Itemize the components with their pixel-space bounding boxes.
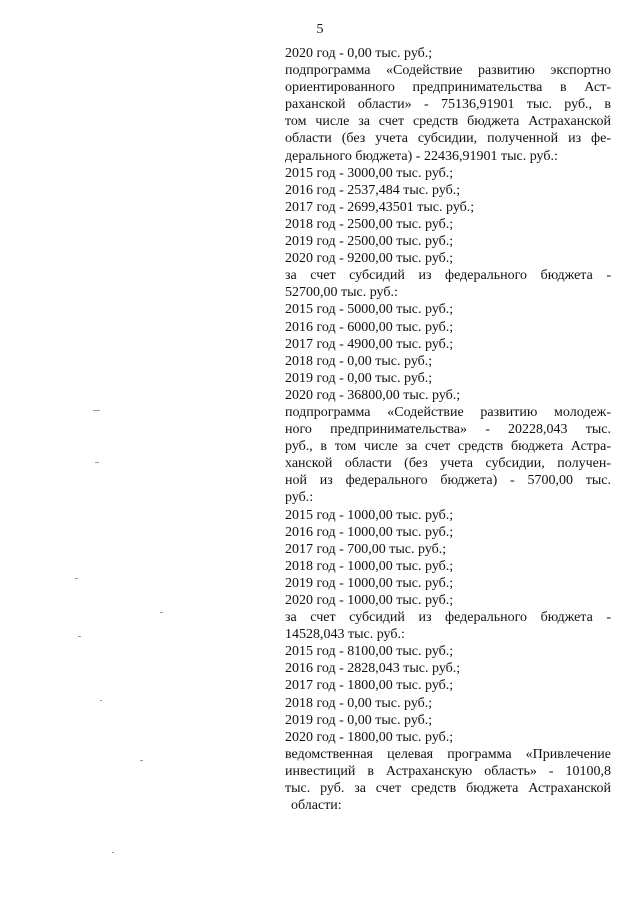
text-line: 2015 год - 8100,00 тыс. руб.; <box>285 644 454 660</box>
text-line: 2017 год - 4900,00 тыс. руб.; <box>285 336 454 352</box>
text-line: 2020 год - 9200,00 тыс. руб.; <box>285 251 454 267</box>
scan-speck <box>140 760 143 761</box>
text-line: 2017 год - 1800,00 тыс. руб.; <box>285 678 454 694</box>
text-line: за счет субсидий из федерального бюджета - <box>285 268 611 284</box>
scan-speck <box>93 410 100 411</box>
text-line: 2016 год - 6000,00 тыс. руб.; <box>285 319 454 335</box>
text-line: 2019 год - 0,00 тыс. руб.; <box>285 712 433 728</box>
text-line: 2017 год - 2699,43501 тыс. руб.; <box>285 199 475 215</box>
text-line: 2020 год - 0,00 тыс. руб.; <box>285 46 433 61</box>
text-line: 2018 год - 2500,00 тыс. руб.; <box>285 216 454 232</box>
document-body <box>285 45 611 814</box>
scan-speck <box>160 612 163 613</box>
text-line: 2019 год - 1000,00 тыс. руб.; <box>285 575 454 591</box>
text-line: 2019 год - 2500,00 тыс. руб.; <box>285 234 454 250</box>
text-line: 2018 год - 0,00 тыс. руб.; <box>285 353 433 369</box>
text-line: ведомственная целевая программа «Привлечение <box>285 746 611 762</box>
text-line: 2018 год - 1000,00 тыс. руб.; <box>285 558 454 574</box>
text-line: подпрограмма «Содействие развитию экспортно <box>285 63 611 79</box>
text-line: дерального бюджета) - 22436,91901 тыс. руб.: <box>285 148 558 164</box>
text-line: ного предпринимательства» - 20228,043 тыс. <box>285 422 611 438</box>
text-line: тыс. руб. за счет средств бюджета Астраханской <box>285 781 611 797</box>
text-line: 2015 год - 1000,00 тыс. руб.; <box>285 507 454 523</box>
text-line: 2015 год - 3000,00 тыс. руб.; <box>285 165 454 181</box>
scan-speck <box>100 700 102 701</box>
text-line: 52700,00 тыс. руб.: <box>285 285 398 301</box>
text-line: раханской области» - 75136,91901 тыс. руб., в <box>285 97 611 113</box>
text-line: за счет субсидий из федерального бюджета - <box>285 610 611 626</box>
text-line: 2020 год - 36800,00 тыс. руб.; <box>285 387 461 403</box>
text-line: ориентированного предпринимательства в Аст- <box>285 80 611 96</box>
text-line: ханской области (без учета субсидии, получен- <box>285 456 611 472</box>
text-line: области (без учета субсидии, полученной из фе- <box>285 131 611 147</box>
text-line: ной из федерального бюджета) - 5700,00 тыс. <box>285 473 611 489</box>
text-line: 2018 год - 0,00 тыс. руб.; <box>285 695 433 711</box>
text-line: руб.: <box>285 490 314 506</box>
text-line: подпрограмма «Содействие развитию молодеж- <box>285 404 611 420</box>
scan-speck <box>75 578 78 579</box>
text-line: 2016 год - 2537,484 тыс. руб.; <box>285 182 461 198</box>
scan-speck <box>78 636 81 637</box>
text-line: 2016 год - 2828,043 тыс. руб.; <box>285 661 461 677</box>
scan-speck <box>112 852 114 853</box>
text-line: 14528,043 тыс. руб.: <box>285 627 405 643</box>
text-line: 2020 год - 1000,00 тыс. руб.; <box>285 593 454 608</box>
text-line: том числе за счет средств бюджета Астраханской <box>285 114 611 130</box>
text-line: 2020 год - 1800,00 тыс. руб.; <box>285 729 454 745</box>
text-line: руб., в том числе за счет средств бюджета Астра- <box>285 439 611 455</box>
text-line: 2019 год - 0,00 тыс. руб.; <box>285 370 433 386</box>
text-line: инвестиций в Астраханскую область» - 10100,8 <box>285 763 611 779</box>
text-line: области: <box>291 798 342 814</box>
scan-speck <box>95 462 99 463</box>
page-number: 5 <box>316 22 324 37</box>
text-line: 2017 год - 700,00 тыс. руб.; <box>285 541 447 557</box>
text-line: 2015 год - 5000,00 тыс. руб.; <box>285 302 454 318</box>
text-line: 2016 год - 1000,00 тыс. руб.; <box>285 524 454 540</box>
